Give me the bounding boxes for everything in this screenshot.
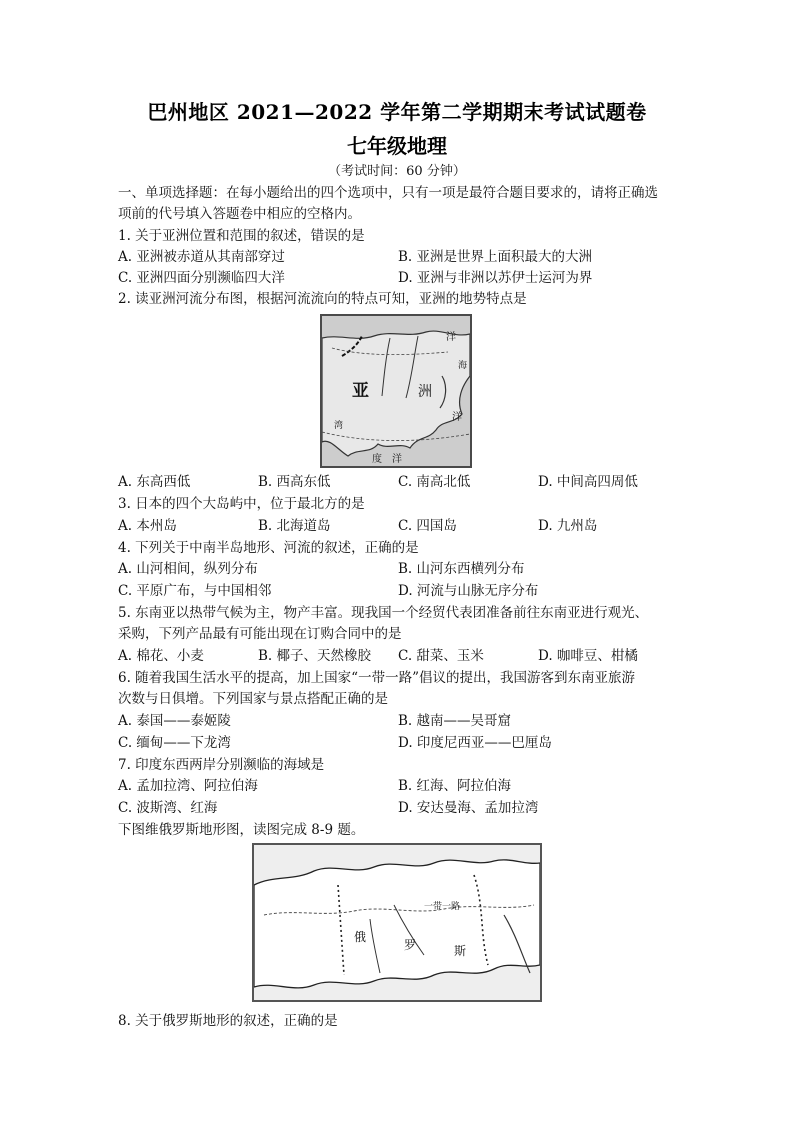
q7-option-b: B. 红海、阿拉伯海 [398, 778, 512, 794]
section-intro-line2: 项前的代号填入答题卷中相应的空格内。 [118, 206, 361, 222]
q4-option-c: C. 平原广布，与中国相邻 [118, 583, 272, 599]
asia-label-gulf: 湾 [334, 421, 344, 431]
russia-map-graphic [254, 845, 540, 1000]
asia-label-ocean-north: 洋 [446, 332, 456, 343]
q6-option-b: B. 越南——吴哥窟 [398, 713, 512, 729]
russia-terrain-map [252, 843, 542, 1002]
q7-stem: 7. 印度东西两岸分别濒临的海域是 [118, 757, 325, 773]
q1-option-b: B. 亚洲是世界上面积最大的大洲 [398, 249, 593, 265]
russia-label-belt: 一带一路 [424, 902, 461, 912]
asia-label-ocean-south: 洋 [392, 454, 402, 465]
russia-label-si: 斯 [454, 944, 467, 958]
q6-option-c: C. 缅甸——下龙湾 [118, 735, 231, 751]
exam-time: （考试时间：60 分钟） [328, 164, 466, 179]
q3-option-c: C. 四国岛 [398, 518, 457, 534]
asia-label-ya: 亚 [352, 381, 369, 401]
q5-stem-line1: 5. 东南亚以热带气候为主，物产丰富。现我国一个经贸代表团准备前往东南亚进行观光、 [118, 605, 649, 621]
q4-option-b: B. 山河东西横列分布 [398, 561, 525, 577]
q1-option-d: D. 亚洲与非洲以苏伊士运河为界 [398, 270, 593, 286]
q3-option-a: A. 本州岛 [118, 518, 177, 534]
russia-map-intro: 下图维俄罗斯地形图，读图完成 8-9 题。 [118, 822, 365, 838]
q5-option-a: A. 棉花、小麦 [118, 648, 204, 664]
section-intro-line1: 一、单项选择题：在每小题给出的四个选项中，只有一项是最符合题目要求的，请将正确选 [118, 185, 658, 201]
q6-option-a: A. 泰国——泰姬陵 [118, 713, 231, 729]
q2-option-d: D. 中间高四周低 [538, 474, 638, 490]
asia-map-graphic [322, 316, 470, 466]
asia-river-map [320, 314, 472, 468]
q3-option-b: B. 北海道岛 [258, 518, 331, 534]
q6-stem-line1: 6. 随着我国生活水平的提高，加上国家“一带一路”倡议的提出，我国游客到东南亚旅游 [118, 670, 635, 686]
q4-option-d: D. 河流与山脉无序分布 [398, 583, 539, 599]
asia-label-sea: 海 [458, 361, 468, 371]
q3-option-d: D. 九州岛 [538, 518, 598, 534]
q2-option-a: A. 东高西低 [118, 474, 191, 490]
russia-label-luo: 罗 [404, 938, 417, 952]
q2-option-c: C. 南高北低 [398, 474, 471, 490]
exam-title: 巴州地区 2021—2022 学年第二学期期末考试试题卷 [147, 100, 647, 124]
q2-option-b: B. 西高东低 [258, 474, 331, 490]
asia-label-ocean-east: 洋 [452, 412, 462, 423]
q3-stem: 3. 日本的四个大岛屿中，位于最北方的是 [118, 496, 365, 512]
russia-label-e: 俄 [354, 930, 367, 944]
q4-option-a: A. 山河相间，纵列分布 [118, 561, 258, 577]
q1-stem: 1. 关于亚洲位置和范围的叙述，错误的是 [118, 228, 365, 244]
q5-option-b: B. 椰子、天然橡胶 [258, 648, 372, 664]
asia-label-zhou: 洲 [418, 384, 432, 400]
q7-option-c: C. 波斯湾、红海 [118, 800, 218, 816]
q7-option-d: D. 安达曼海、孟加拉湾 [398, 800, 539, 816]
q5-stem-line2: 采购，下列产品最有可能出现在订购合同中的是 [118, 626, 402, 642]
q7-option-a: A. 孟加拉湾、阿拉伯海 [118, 778, 258, 794]
q4-stem: 4. 下列关于中南半岛地形、河流的叙述，正确的是 [118, 540, 419, 556]
q2-stem: 2. 读亚洲河流分布图，根据河流流向的特点可知，亚洲的地势特点是 [118, 291, 527, 307]
asia-label-du: 度 [372, 454, 382, 465]
q8-stem: 8. 关于俄罗斯地形的叙述，正确的是 [118, 1013, 338, 1029]
exam-subtitle: 七年级地理 [347, 134, 447, 158]
q6-stem-line2: 次数与日俱增。下列国家与景点搭配正确的是 [118, 691, 388, 707]
q5-option-d: D. 咖啡豆、柑橘 [538, 648, 638, 664]
q5-option-c: C. 甜菜、玉米 [398, 648, 484, 664]
q1-option-c: C. 亚洲四面分别濒临四大洋 [118, 270, 285, 286]
q6-option-d: D. 印度尼西亚——巴厘岛 [398, 735, 552, 751]
q1-option-a: A. 亚洲被赤道从其南部穿过 [118, 249, 285, 265]
